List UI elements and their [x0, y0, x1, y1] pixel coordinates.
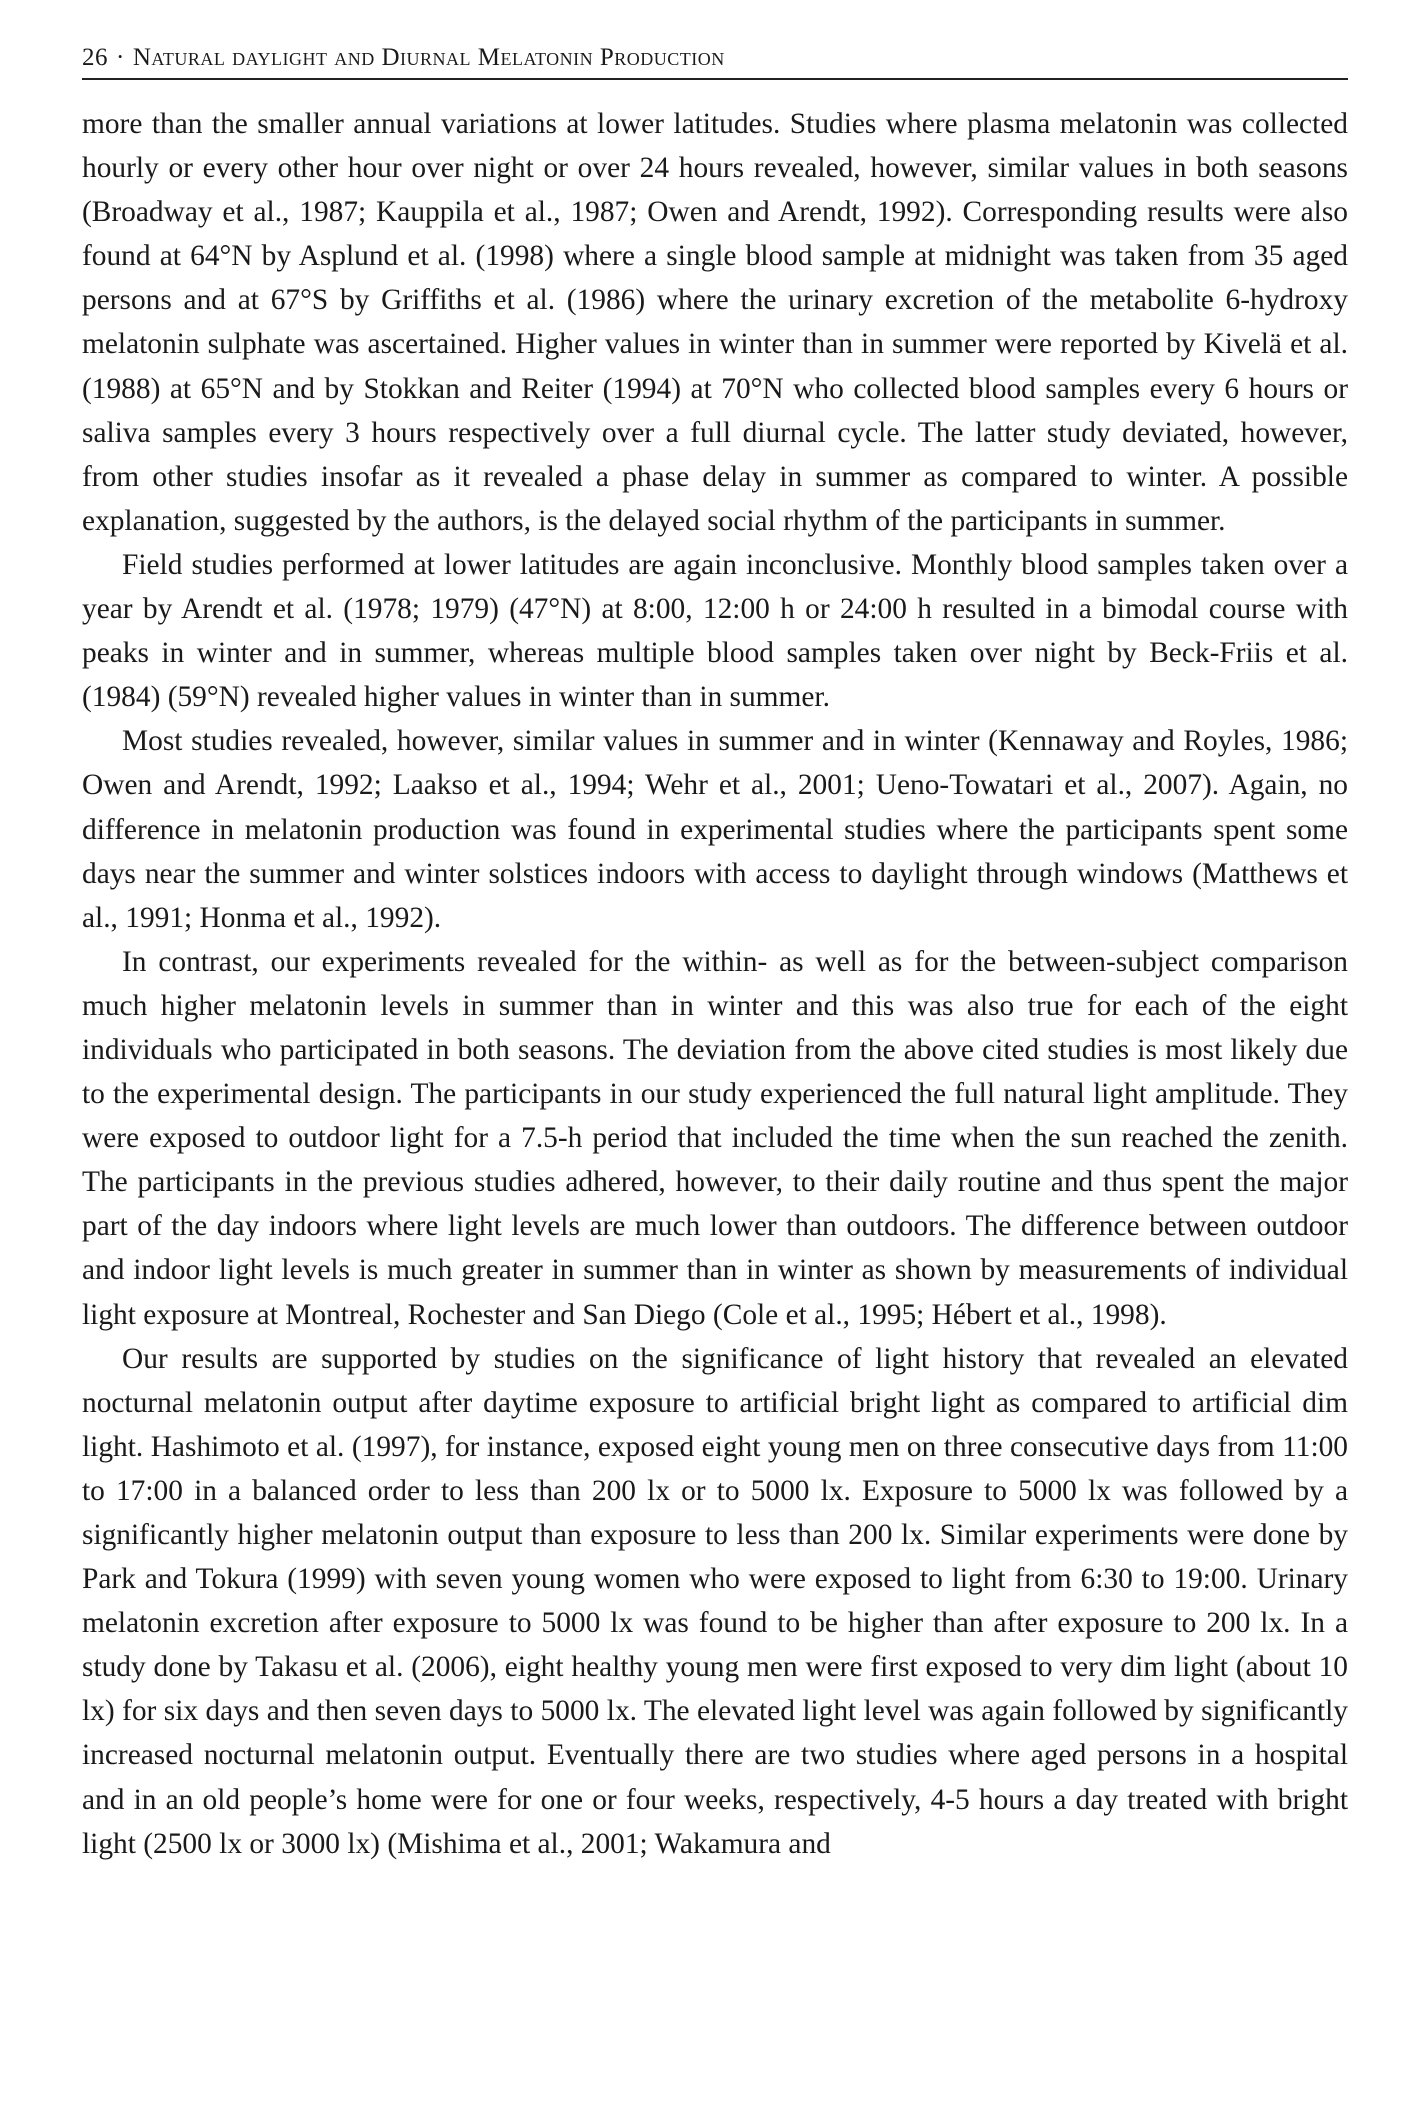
paragraph-in-contrast: In contrast, our experiments revealed for the within- as well as for the between-subject comparison much higher melatonin levels in summer than in winter and this was also true for each of the eight individuals who participated in both seasons. The deviation from the above cited studies is most likely due to the experimental design. The participants in our study experienced the full natural light amplitude. They were exposed to outdoor light for a 7.5-h period that included the time when the sun reached the zenith. The participants in the previous studies adhered, however, to their daily routine and thus spent the major part of the day indoors where light levels are much lower than outdoors. The difference between outdoor and indoor light levels is much greater in summer than in winter as shown by measurements of individual light exposure at Montreal, Rochester and San Diego (Cole et al., 1995; Hébert et al., 1998).: [82, 945, 1348, 1331]
page-number: 26: [82, 44, 108, 71]
paragraph-field-studies: Field studies performed at lower latitudes are again inconclusive. Monthly blood samples taken over a year by Arendt et al. (1978; 1979) (47°N) at 8:00, 12:00 h or 24:00 h resulted in a bimodal course with peaks in winter and in summer, whereas multiple blood samples taken over night by Beck-Friis et al. (1984) (59°N) revealed higher values in winter than in summer.: [82, 548, 1348, 714]
running-header: [82, 44, 1348, 80]
page: [82, 44, 1348, 1866]
running-title: Natural daylight and Diurnal Melatonin Production: [132, 44, 725, 71]
paragraph-most-studies: Most studies revealed, however, similar values in summer and in winter (Kennaway and Royles, 1986; Owen and Arendt, 1992; Laakso et al., 1994; Wehr et al., 2001; Ueno-Towatari et al., 2007). Again, no difference in melatonin production was found in experimental studies where the participants spent some days near the summer and winter solstices indoors with access to daylight through windows (Matthews et al., 1991; Honma et al., 1992).: [82, 725, 1348, 934]
paragraph-continued: more than the smaller annual variations at lower latitudes. Studies where plasma melatonin was collected hourly or every other hour over night or over 24 hours revealed, however, similar values in both seasons (Broadway et al., 1987; Kauppila et al., 1987; Owen and Arendt, 1992). Corresponding results were also found at 64°N by Asplund et al. (1998) where a single blood sample at midnight was taken from 35 aged persons and at 67°S by Griffiths et al. (1986) where the urinary excretion of the metabolite 6-hydroxy melatonin sulphate was ascertained. Higher values in winter than in summer were reported by Kivelä et al. (1988) at 65°N and by Stokkan and Reiter (1994) at 70°N who collected blood samples every 6 hours or saliva samples every 3 hours respectively over a full diurnal cycle. The latter study deviated, however, from other studies insofar as it revealed a phase delay in summer as compared to winter. A possible explanation, suggested by the authors, is the delayed social rhythm of the participants in summer.: [82, 108, 1348, 537]
header-separator: ·: [116, 44, 125, 71]
body-text: [82, 102, 1348, 1866]
paragraph-our-results: Our results are supported by studies on the significance of light history that revealed an elevated nocturnal melatonin output after daytime exposure to artificial bright light as compared to artificial dim light. Hashimoto et al. (1997), for instance, exposed eight young men on three consecutive days from 11:00 to 17:00 in a balanced order to less than 200 lx or to 5000 lx. Exposure to 5000 lx was followed by a significantly higher melatonin output than exposure to less than 200 lx. Similar experiments were done by Park and Tokura (1999) with seven young women who were exposed to light from 6:30 to 19:00. Urinary melatonin excretion after exposure to 5000 lx was found to be higher than after exposure to 200 lx. In a study done by Takasu et al. (2006), eight healthy young men were first exposed to very dim light (about 10 lx) for six days and then seven days to 5000 lx. The elevated light level was again followed by significantly increased nocturnal melatonin output. Eventually there are two studies where aged persons in a hospital and in an old people’s home were for one or four weeks, respectively, 4-5 hours a day treated with bright light (2500 lx or 3000 lx) (Mishima et al., 2001; Wakamura and: [82, 1342, 1348, 1860]
